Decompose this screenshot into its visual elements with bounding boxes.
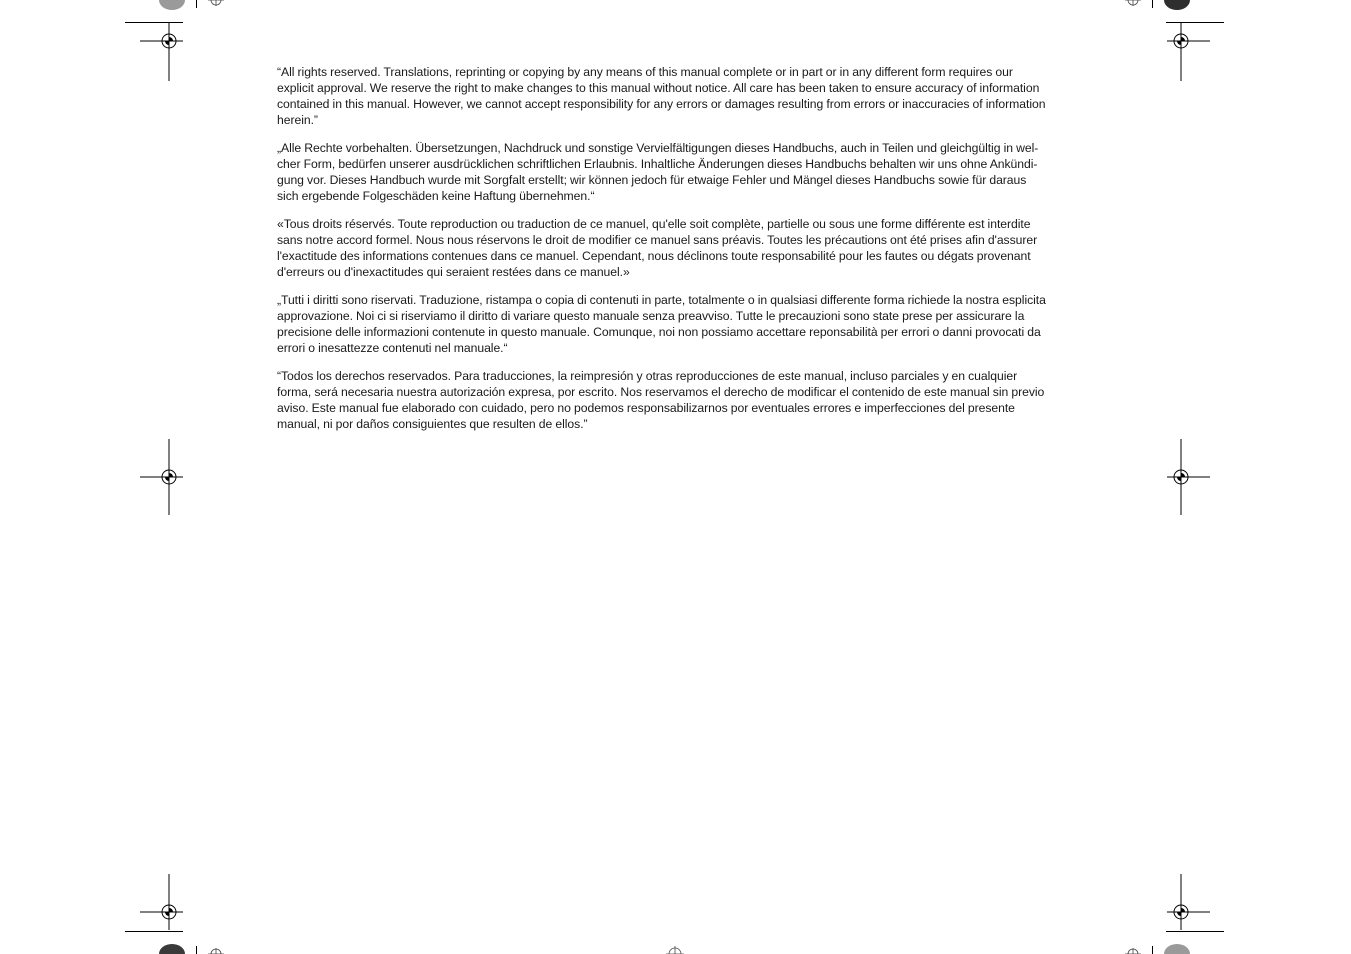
crosshair-target-icon xyxy=(140,23,183,81)
crosshair-target-icon xyxy=(140,439,183,515)
legal-notice-spanish: “Todos los derechos reservados. Para traducciones, la reimpresión y otras reproducciones de este manual, incluso parciales y en cualquier forma, será necesaria nuestra autorización expresa, por escrito. Nos reservamos el derecho de modificar el contenido de este manual sin previo aviso. Este manual fue elaborado con cuidado, pero no podemos responsabilizarnos por eventuales errores e imperfecciones del presente manual, ni por daños consiguientes que resulten de ellos.” xyxy=(277,369,1045,431)
crosshair-target-icon xyxy=(1167,23,1210,81)
legal-notice-french: «Tous droits réservés. Toute reproduction ou traduction de ce manuel, qu'elle soit complète, partielle ou sous une forme différente est interdite sans notre accord formel. Nous nous réservons le droit de modifier ce manuel sans préavis. Toutes les précautions ont été prises afin d'assurer l'exactitude des informations contenues dans ce manuel. Cependant, nous déclinons toute responsabilité pour les fautes ou dégats provenant d'erreurs ou d'inexactitudes qui seraient restées dans ce manuel.» xyxy=(277,217,1038,279)
crosshair-target-icon xyxy=(140,874,183,930)
legal-notice-block xyxy=(277,64,1089,444)
legal-notice-german: „Alle Rechte vorbehalten. Übersetzungen, Nachdruck und sonstige Vervielfältigungen dieses Handbuchs, auch in Teilen und gleichgültig in wel- cher Form, bedürfen unserer ausdrücklichen schriftlichen Erlaubnis. Inhaltliche Änderungen dieses Handbuchs behalten wir uns ohne Ankündi- gung vor. Dieses Handbuch wurde mit Sorgfalt erstellt; wir können jedoch für etwaige Fehler und Mängel dieses Handbuchs sowie für daraus sich ergebende Folgeschäden keine Haftung übernehmen.“ xyxy=(277,141,1039,203)
crosshair-target-icon xyxy=(1167,439,1210,515)
legal-notice-english: “All rights reserved. Translations, reprinting or copying by any means of this manual complete or in part or in any different form requires our explicit approval. We reserve the right to make changes to this manual without notice. All care has been taken to ensure accuracy of information contained in this manual. However, we cannot accept responsibility for any errors or damages resulting from errors or inaccuracies of information herein.” xyxy=(277,65,1046,127)
legal-notice-italian: „Tutti i diritti sono riservati. Traduzione, ristampa o copia di contenuti in parte, totalmente o in qualsiasi differente forma richiede la nostra esplicita approvazione. Noi ci si riserviamo il diritto di variare questo manuale senza preavviso. Tutte le precauzioni sono state prese per assicurare la precisione delle informazioni contenute in questo manuale. Comunque, noi non possiamo accettare reponsabilità per errori o danni provocati da errori o inesattezze contenuti nel manuale.“ xyxy=(277,293,1046,355)
crosshair-target-icon xyxy=(1167,874,1210,930)
